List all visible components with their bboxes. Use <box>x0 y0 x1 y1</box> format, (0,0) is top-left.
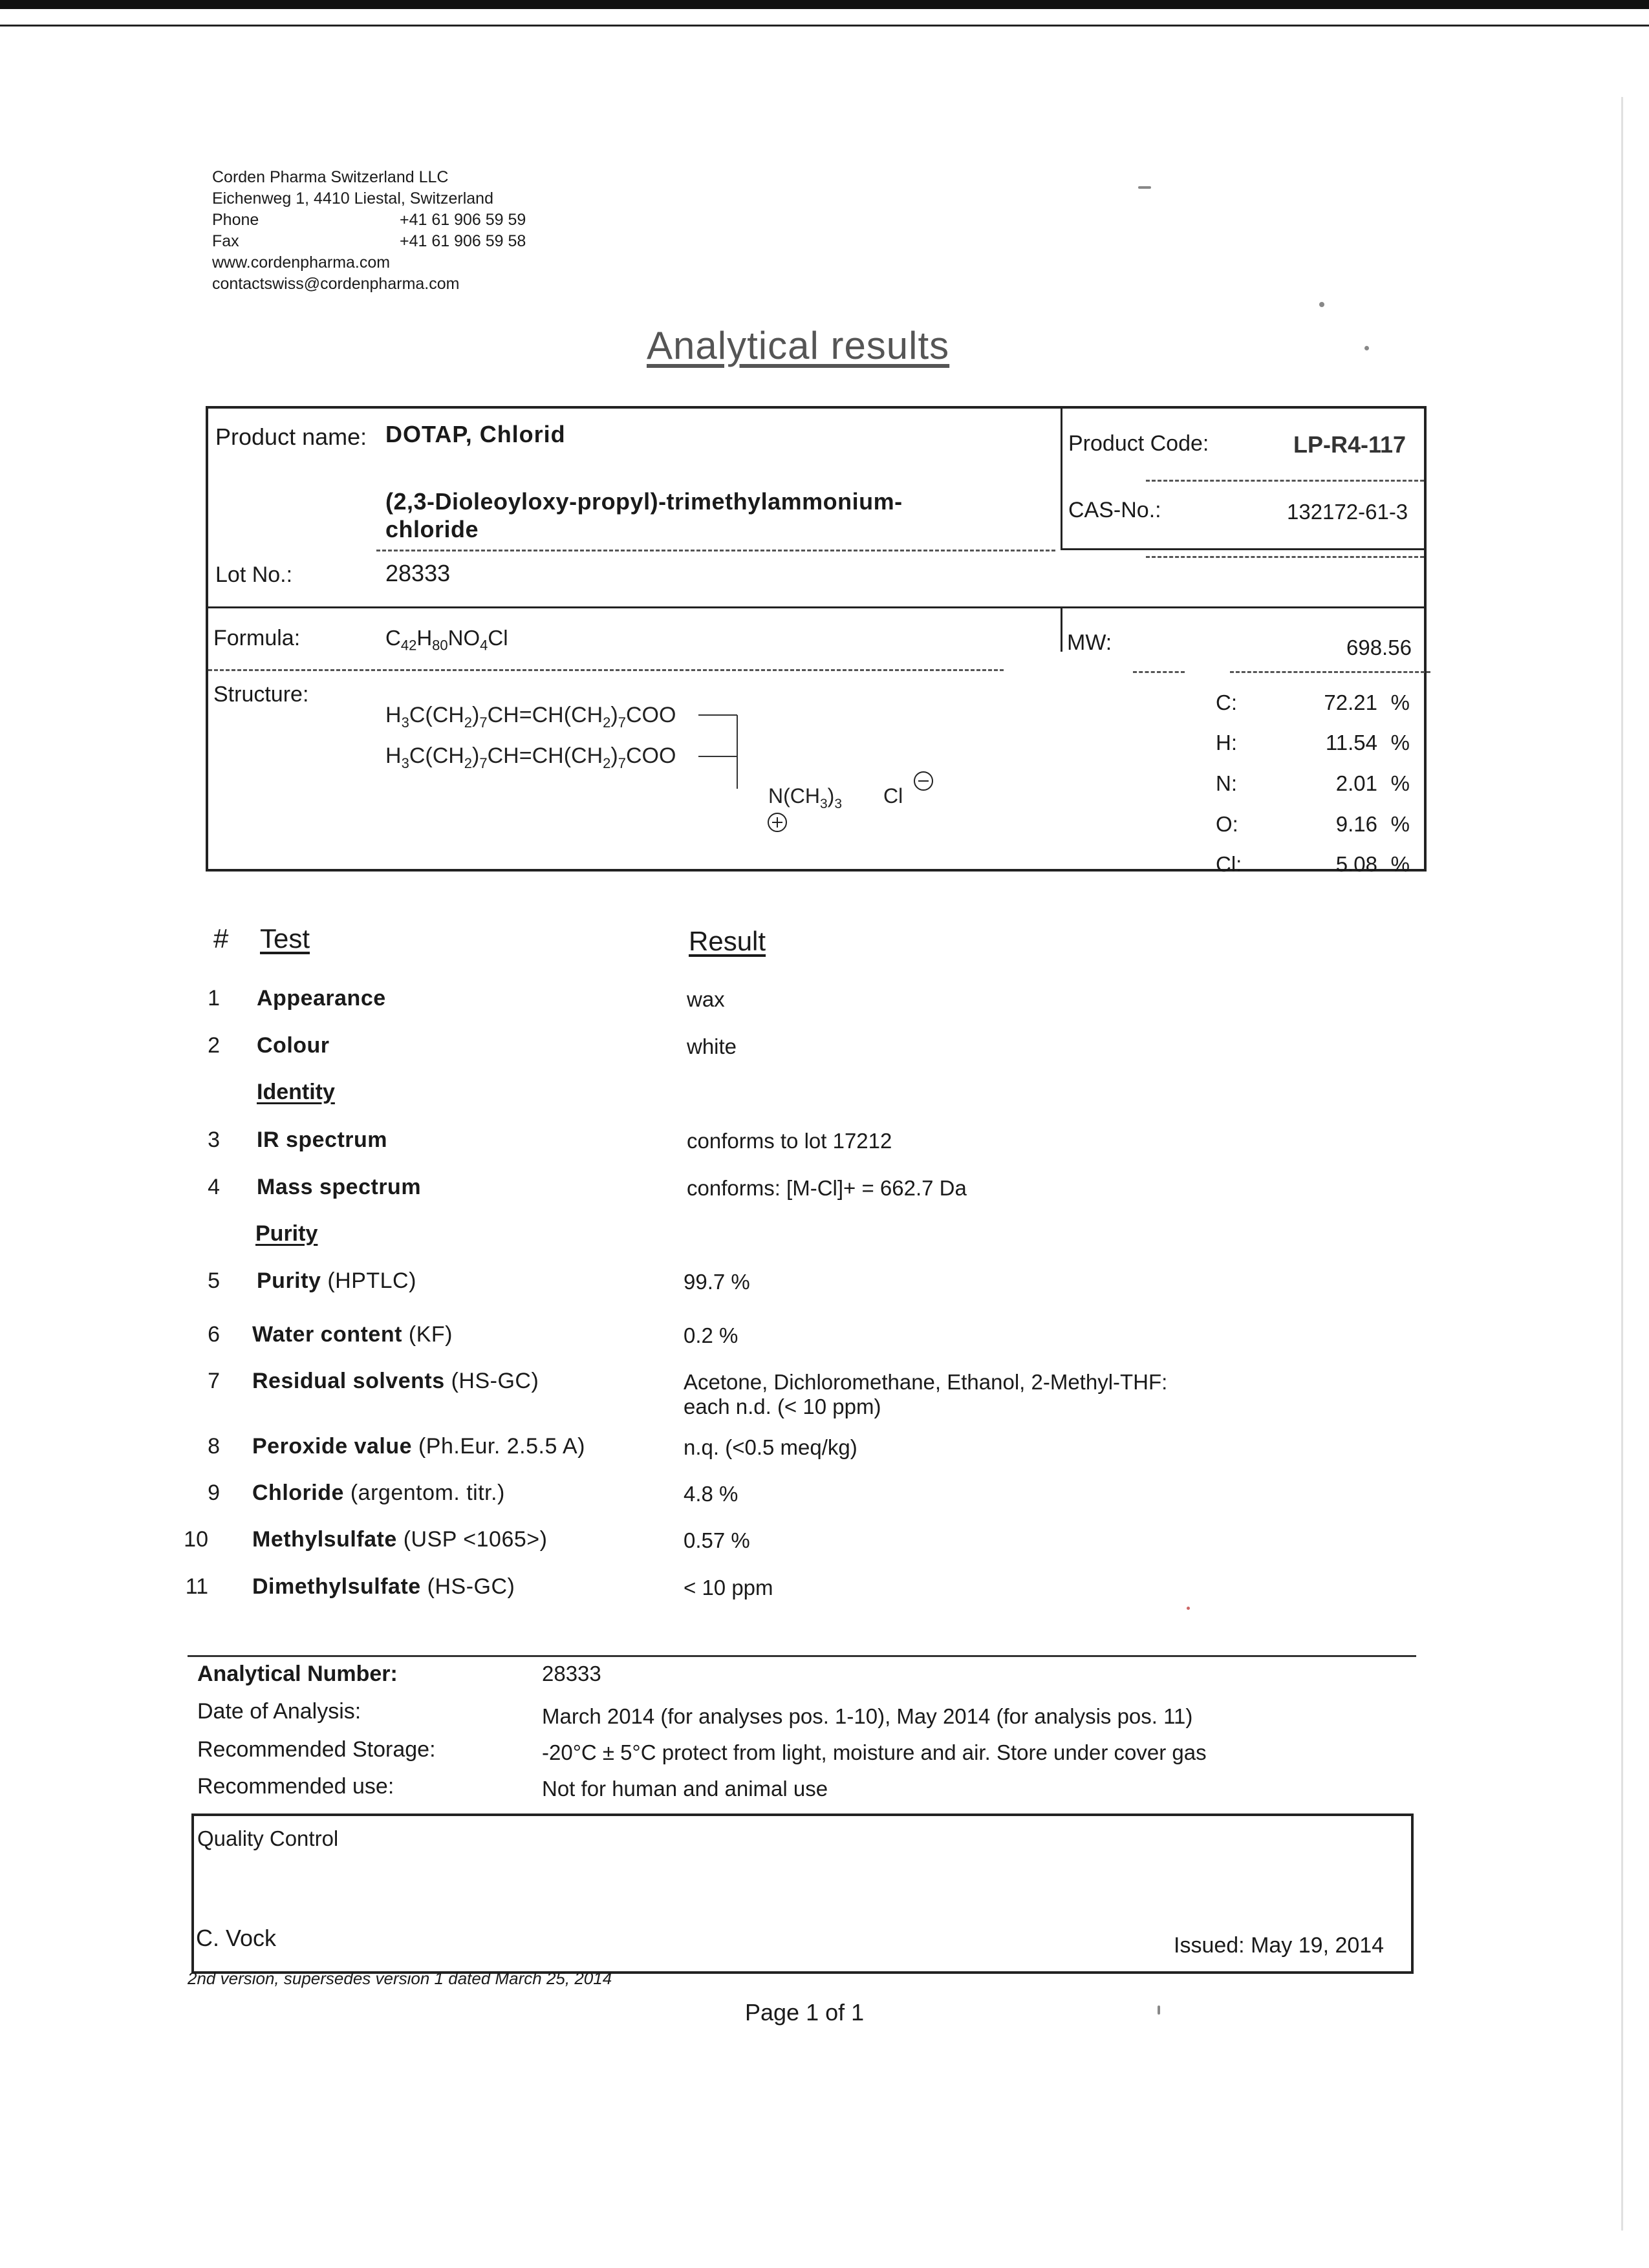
fax-value: +41 61 906 59 58 <box>400 232 526 250</box>
divider <box>1133 671 1185 673</box>
info-divider <box>188 1655 1416 1657</box>
test-name <box>257 1128 387 1153</box>
header-test: Test <box>260 923 310 954</box>
element-unit: % <box>1390 690 1410 714</box>
scan-speck <box>1187 1607 1190 1610</box>
test-label: IR spectrum <box>257 1128 387 1152</box>
test-label: Purity <box>257 1268 321 1293</box>
test-name <box>252 1322 453 1347</box>
element-value: 2.01 <box>1335 771 1377 795</box>
test-number: 3 <box>208 1128 220 1152</box>
test-number: 1 <box>208 986 220 1011</box>
test-number: 8 <box>208 1434 220 1459</box>
structure-line-2: $H_3C(CH_2)_7CH=CH(CH_2)_7COO$ <box>385 744 676 771</box>
document-title: Analytical results <box>647 324 950 367</box>
test-result <box>684 1435 857 1460</box>
element-symbol: O: <box>1216 812 1238 836</box>
product-code: LP-R4-117 <box>1293 431 1406 458</box>
test-number: 4 <box>208 1175 220 1199</box>
section-purity: Purity <box>255 1221 318 1246</box>
phone-label: Phone <box>212 211 259 229</box>
test-method: (HS-GC) <box>451 1369 539 1393</box>
header-result: Result <box>689 926 766 956</box>
test-result-line: < 10 ppm <box>684 1576 773 1599</box>
test-number: 10 <box>184 1527 208 1552</box>
company-website: www.cordenpharma.com <box>212 253 391 272</box>
test-result-line: conforms to lot 17212 <box>687 1129 892 1153</box>
structure-amine: $N(CH_3)_3$ <box>768 784 843 811</box>
scan-speck <box>1138 186 1151 189</box>
element-value: 9.16 <box>1335 812 1377 836</box>
test-number: 7 <box>208 1369 220 1393</box>
mw-value: 698.56 <box>1346 636 1412 659</box>
divider <box>1230 671 1430 673</box>
test-label: Colour <box>257 1033 330 1058</box>
test-result <box>684 1528 750 1553</box>
test-result-line: n.q. (<0.5 meq/kg) <box>684 1435 857 1459</box>
test-label: Appearance <box>257 986 386 1011</box>
mw-label: MW: <box>1067 630 1112 655</box>
page-number: Page 1 of 1 <box>745 1999 865 2026</box>
scan-edge <box>0 0 1649 9</box>
formula-value: $C_{42}H_{80}NO_4Cl$ <box>385 626 508 654</box>
test-name <box>257 1033 330 1058</box>
test-name <box>252 1574 515 1599</box>
formula-label: Formula: <box>213 626 301 650</box>
structure-chloride: Cl <box>883 784 903 808</box>
company-address: Eichenweg 1, 4410 Liestal, Switzerland <box>212 189 493 208</box>
element-row <box>1216 852 1410 877</box>
test-result-line: white <box>687 1034 737 1058</box>
cas-label: CAS-No.: <box>1068 498 1161 522</box>
product-name-label: Product name: <box>215 423 367 450</box>
company-header <box>212 167 526 295</box>
test-name <box>252 1527 547 1552</box>
element-row <box>1216 690 1410 715</box>
header-num: # <box>213 923 229 954</box>
test-number: 2 <box>208 1033 220 1058</box>
quality-control-label: Quality Control <box>197 1826 339 1850</box>
test-number: 6 <box>208 1322 220 1347</box>
test-name <box>257 1175 421 1200</box>
test-label: Peroxide value <box>252 1434 413 1459</box>
analytical-number: 28333 <box>542 1662 601 1685</box>
recommended-use-label: Recommended use: <box>197 1774 394 1799</box>
element-row <box>1216 731 1410 755</box>
test-number: 9 <box>208 1481 220 1505</box>
recommended-use: Not for human and animal use <box>542 1777 828 1801</box>
test-result-line: conforms: [M-Cl]+ = 662.7 Da <box>687 1176 967 1200</box>
test-result <box>684 1270 750 1294</box>
element-value: 72.21 <box>1324 690 1377 714</box>
element-unit: % <box>1390 731 1410 754</box>
test-result <box>687 1034 737 1059</box>
element-unit: % <box>1390 812 1410 836</box>
analytical-number-label: Analytical Number: <box>197 1662 398 1686</box>
version-note: 2nd version, supersedes version 1 dated March 25, 2014 <box>188 1969 612 1988</box>
test-label: Residual solvents <box>252 1369 445 1393</box>
recommended-storage-label: Recommended Storage: <box>197 1737 436 1762</box>
fax-label: Fax <box>212 232 239 250</box>
signatory-name: C. Vock <box>196 1925 277 1951</box>
date-of-analysis-label: Date of Analysis: <box>197 1699 361 1724</box>
test-result-line: 0.2 % <box>684 1323 738 1347</box>
element-value: 5.08 <box>1335 852 1377 876</box>
test-name <box>252 1434 585 1459</box>
element-row <box>1216 771 1410 796</box>
scan-line <box>0 25 1649 27</box>
element-unit: % <box>1390 771 1410 795</box>
scan-speck <box>1158 2006 1160 2015</box>
lot-number: 28333 <box>385 560 451 586</box>
element-symbol: N: <box>1216 771 1237 795</box>
divider <box>1061 409 1062 550</box>
test-result-line: 99.7 % <box>684 1270 750 1294</box>
test-name <box>257 986 386 1011</box>
test-result <box>684 1576 773 1600</box>
test-name <box>257 1268 416 1294</box>
test-method: (USP <1065>) <box>403 1527 548 1552</box>
recommended-storage: -20°C ± 5°C protect from light, moisture and air. Store under cover gas <box>542 1740 1207 1764</box>
divider <box>208 669 1004 671</box>
test-label: Water content <box>252 1322 402 1347</box>
element-unit: % <box>1390 852 1410 876</box>
phone-value: +41 61 906 59 59 <box>400 211 526 229</box>
structure-diagram <box>375 692 957 847</box>
element-symbol: C: <box>1216 690 1237 714</box>
test-result-line: wax <box>687 987 725 1011</box>
cas-number: 132172-61-3 <box>1287 500 1408 524</box>
test-result <box>687 1129 892 1153</box>
product-code-label: Product Code: <box>1068 431 1209 456</box>
test-name <box>252 1369 539 1394</box>
test-result <box>684 1370 1167 1419</box>
test-result <box>687 1176 967 1201</box>
test-result <box>687 987 725 1012</box>
divider <box>208 606 1427 608</box>
element-symbol: Cl: <box>1216 852 1242 876</box>
element-value: 11.54 <box>1325 731 1377 754</box>
test-result-line: 0.57 % <box>684 1528 750 1552</box>
element-row <box>1216 812 1410 837</box>
test-method: (Ph.Eur. 2.5.5 A) <box>418 1434 585 1459</box>
company-email: contactswiss@cordenpharma.com <box>212 275 460 293</box>
structure-line-1: $H_3C(CH_2)_7CH=CH(CH_2)_7COO$ <box>385 703 676 731</box>
test-result-line: 4.8 % <box>684 1482 738 1506</box>
element-symbol: H: <box>1216 731 1237 754</box>
test-name <box>252 1481 505 1506</box>
divider <box>376 550 1055 551</box>
chemical-name-line-1: (2,3-Dioleoyloxy-propyl)-trimethylammonium- <box>385 488 903 515</box>
test-result-line: Acetone, Dichloromethane, Ethanol, 2-Methyl-THF: <box>684 1370 1168 1394</box>
structure-label: Structure: <box>213 682 309 707</box>
divider <box>1061 606 1062 652</box>
test-label: Dimethylsulfate <box>252 1574 421 1599</box>
section-identity: Identity <box>257 1080 335 1104</box>
divider <box>1061 548 1427 550</box>
date-of-analysis: March 2014 (for analyses pos. 1-10), May 2014 (for analysis pos. 11) <box>542 1704 1193 1728</box>
test-number: 5 <box>208 1268 220 1293</box>
divider <box>1146 480 1424 482</box>
test-label: Methylsulfate <box>252 1527 397 1552</box>
issued-date: Issued: May 19, 2014 <box>1174 1933 1385 1958</box>
test-label: Chloride <box>252 1481 344 1505</box>
test-method: (argentom. titr.) <box>350 1481 505 1505</box>
chemical-name-line-2: chloride <box>385 516 479 542</box>
test-method: (HS-GC) <box>427 1574 515 1599</box>
company-name: Corden Pharma Switzerland LLC <box>212 168 449 186</box>
test-method: (HPTLC) <box>327 1268 416 1293</box>
test-result <box>684 1482 738 1506</box>
product-name: DOTAP, Chlorid <box>385 421 566 447</box>
divider <box>1146 556 1424 558</box>
scan-speck <box>1319 302 1324 307</box>
test-result-line: each n.d. (< 10 ppm) <box>684 1395 881 1418</box>
scan-speck <box>1364 346 1369 350</box>
lot-label: Lot No.: <box>215 562 293 587</box>
test-result <box>684 1323 738 1348</box>
scan-edge-right <box>1621 97 1623 2231</box>
test-number: 11 <box>185 1574 208 1599</box>
test-label: Mass spectrum <box>257 1175 422 1199</box>
test-method: (KF) <box>408 1322 453 1347</box>
